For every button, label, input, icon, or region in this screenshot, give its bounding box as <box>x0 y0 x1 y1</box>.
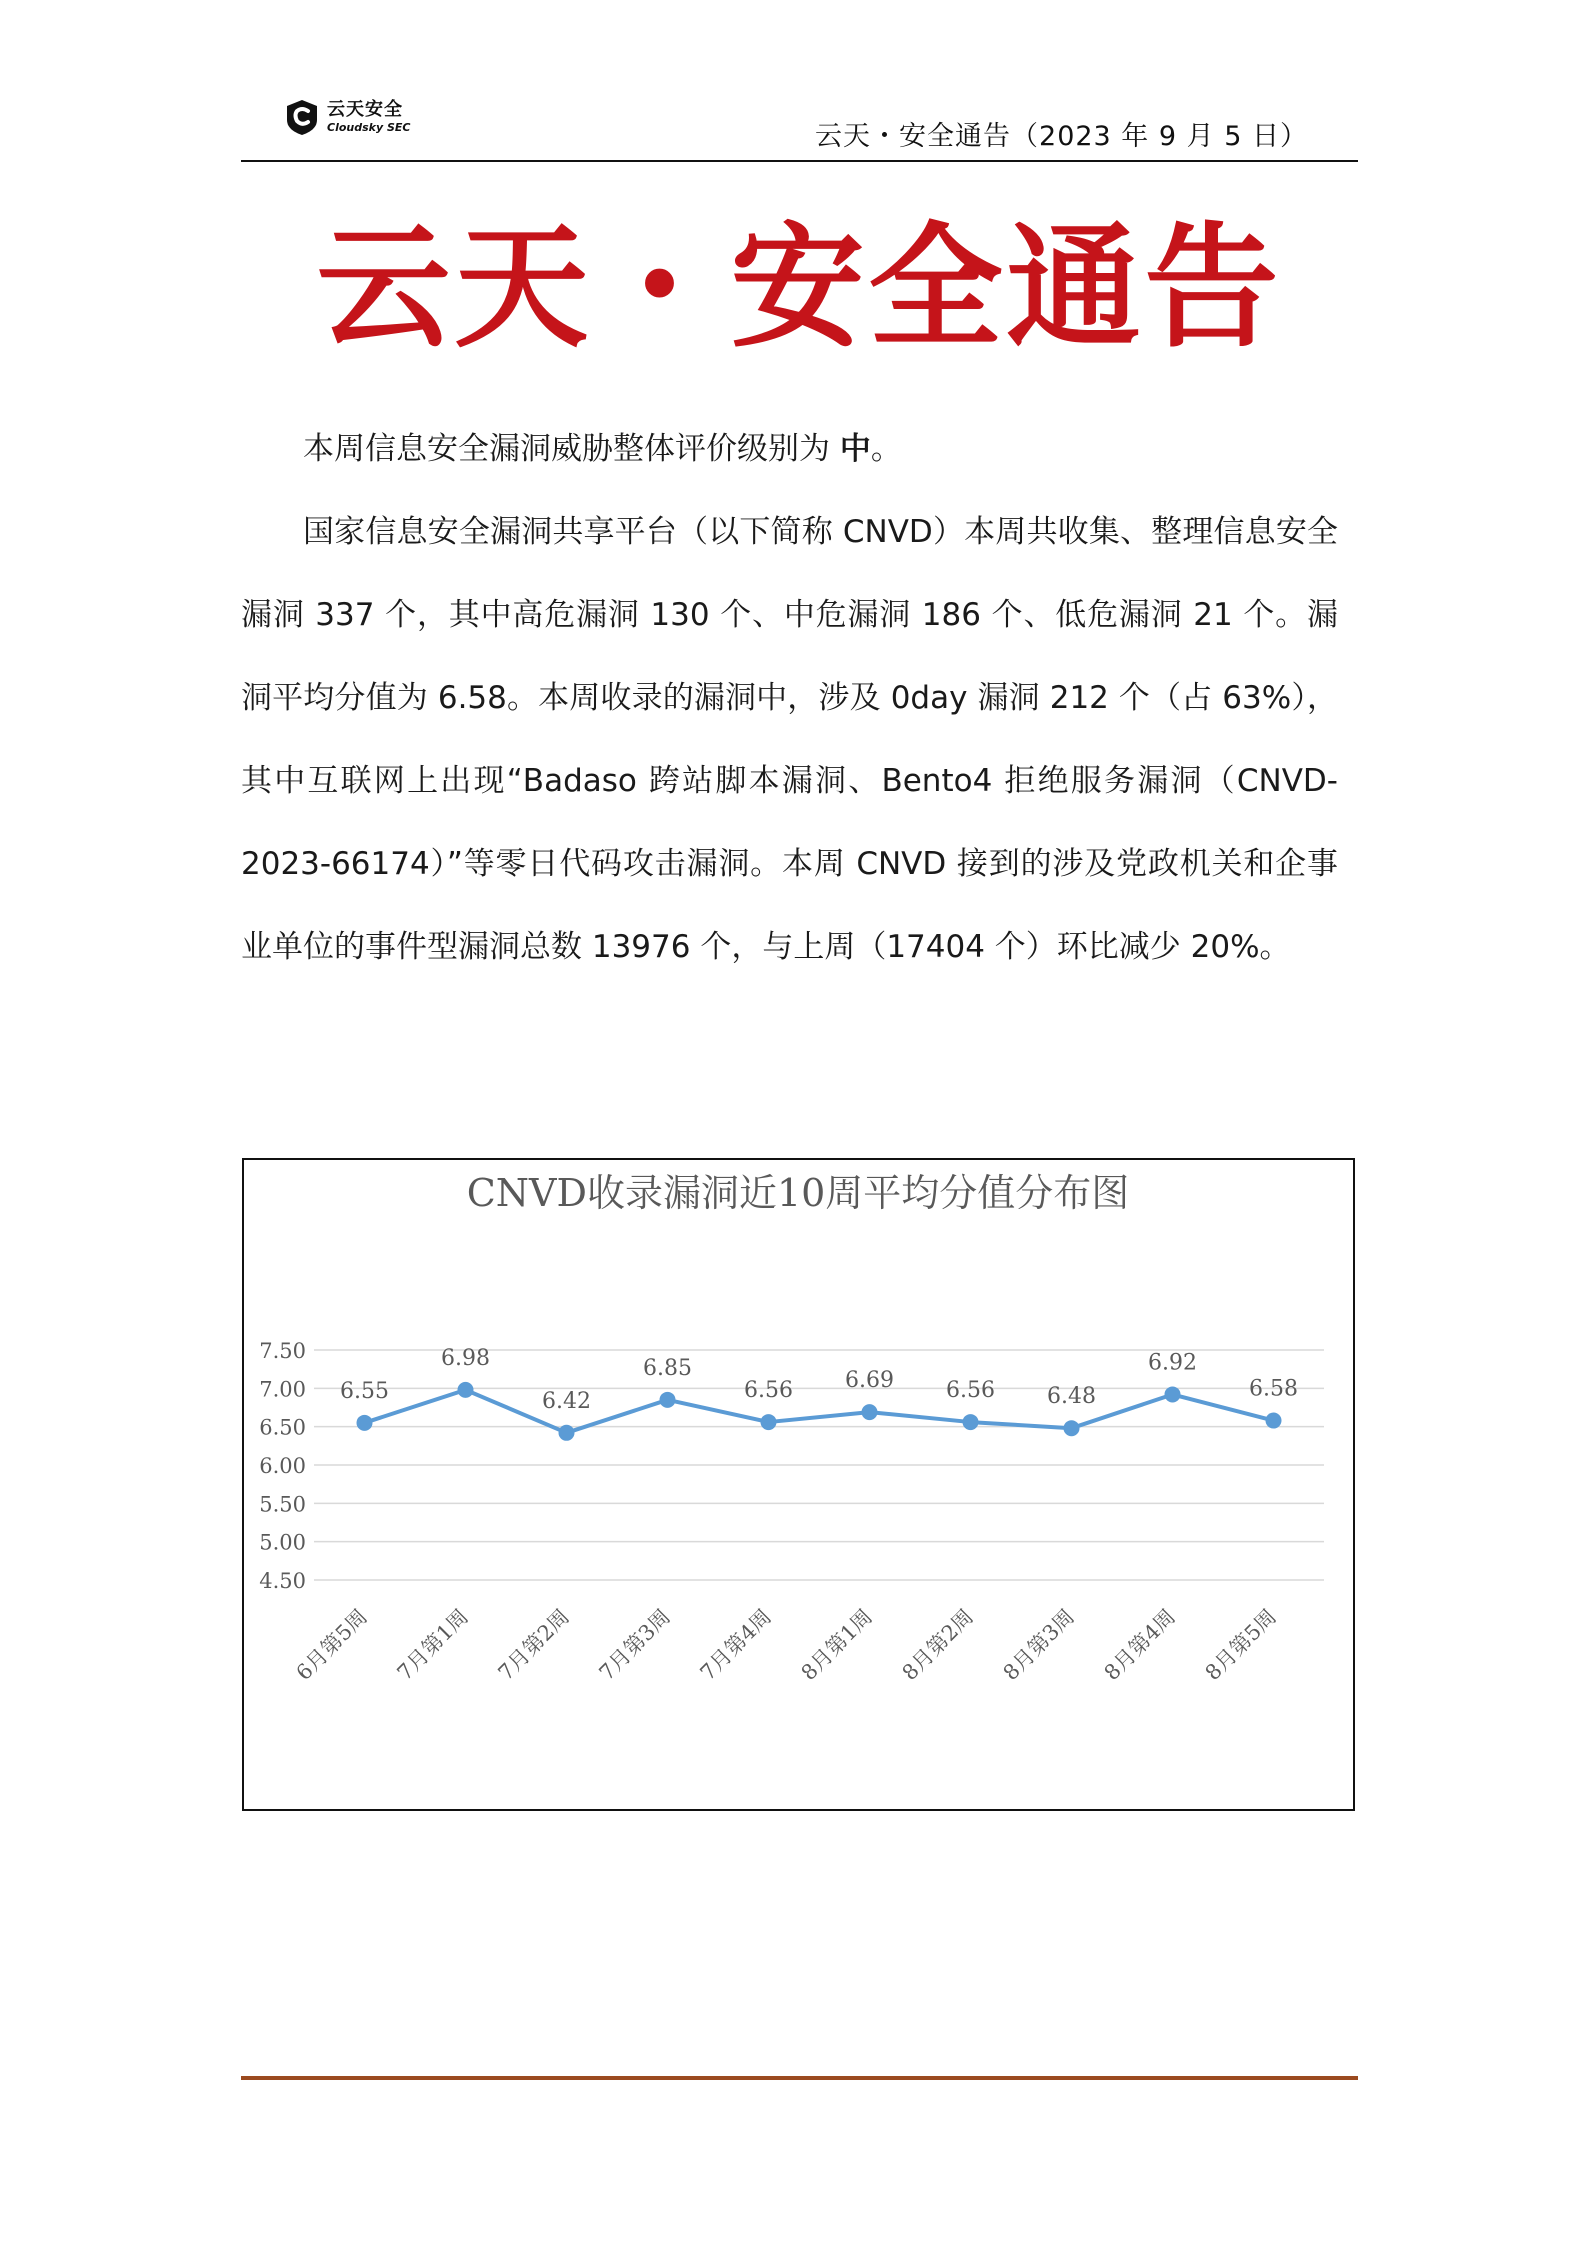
y-tick-label: 5.00 <box>259 1530 306 1555</box>
data-label: 6.56 <box>946 1378 995 1404</box>
data-point <box>458 1382 474 1398</box>
page-header <box>241 92 1358 162</box>
logo-name-cn: 云天安全 <box>327 99 403 120</box>
y-tick-label: 7.00 <box>259 1377 306 1402</box>
data-point <box>1064 1420 1080 1436</box>
data-point <box>559 1425 575 1441</box>
data-label: 6.85 <box>643 1355 692 1381</box>
header-divider <box>241 160 1358 162</box>
y-tick-label: 6.50 <box>259 1415 306 1440</box>
bulletin-body <box>241 408 1338 989</box>
data-point <box>862 1404 878 1420</box>
x-tick-label: 8月第4周 <box>1099 1604 1181 1685</box>
y-tick-label: 5.50 <box>259 1492 306 1517</box>
data-point <box>1266 1413 1282 1429</box>
x-tick-label: 8月第2周 <box>897 1604 979 1685</box>
threat-level-value: 中 <box>839 431 871 467</box>
x-tick-label: 7月第2周 <box>493 1604 575 1685</box>
x-tick-label: 6月第5周 <box>291 1604 373 1685</box>
y-tick-label: 7.50 <box>259 1339 306 1363</box>
data-label: 6.58 <box>1249 1376 1298 1402</box>
data-label: 6.92 <box>1148 1350 1197 1376</box>
chart-title: CNVD收录漏洞近10周平均分值分布图 <box>466 1171 1130 1215</box>
data-label: 6.42 <box>542 1388 591 1414</box>
bulletin-title: 云天・安全通告 <box>316 208 1283 366</box>
x-tick-label: 8月第3周 <box>998 1604 1080 1685</box>
data-label: 6.56 <box>744 1378 793 1404</box>
threat-level-paragraph <box>241 408 1338 491</box>
x-tick-label: 7月第3周 <box>594 1604 676 1685</box>
data-label: 6.55 <box>340 1378 389 1404</box>
x-tick-label: 8月第1周 <box>796 1604 878 1685</box>
data-label: 6.98 <box>441 1345 490 1371</box>
data-point <box>357 1415 373 1431</box>
company-logo <box>283 98 410 136</box>
data-point <box>963 1414 979 1430</box>
data-point <box>660 1392 676 1408</box>
x-tick-label: 7月第4周 <box>695 1604 777 1685</box>
summary-paragraph: 国家信息安全漏洞共享平台（以下简称 CNVD）本周共收集、整理信息安全漏洞 337 个，其中高危漏洞 130 个、中危漏洞 186 个、低危漏洞 21 个。漏洞平均分值为 6.58。本周收录的漏洞中，涉及 0day 漏洞 212 个（占 63%），其中互联网上出现“Badaso 跨站脚本漏洞、Bento4 拒绝服务漏洞（CNVD-2023-66174）”等零日代码攻击漏洞。本周 CNVD 接到的涉及党政机关和企事业单位的事件型漏洞总数 13976 个，与上周（17404 个）环比减少 20%。 <box>241 514 1338 965</box>
data-label: 6.48 <box>1047 1384 1096 1410</box>
y-tick-label: 4.50 <box>259 1569 306 1593</box>
threat-level-suffix: 。 <box>870 431 902 467</box>
average-score-chart <box>242 1158 1355 1811</box>
data-point <box>1165 1386 1181 1402</box>
threat-level-prefix: 本周信息安全漏洞威胁整体评价级别为 <box>303 431 830 467</box>
data-point <box>761 1414 777 1430</box>
y-tick-label: 6.00 <box>259 1454 306 1478</box>
footer-divider <box>241 2076 1358 2080</box>
x-tick-label: 8月第5周 <box>1200 1604 1282 1685</box>
data-label: 6.69 <box>845 1368 894 1394</box>
cloudsky-logo-icon <box>283 98 321 136</box>
x-tick-label: 7月第1周 <box>392 1604 474 1685</box>
logo-name-en: Cloudsky SEC <box>327 121 411 134</box>
line-chart-svg <box>244 1160 1353 1809</box>
document-date-label: 云天・安全通告（2023 年 9 月 5 日） <box>815 121 1308 152</box>
